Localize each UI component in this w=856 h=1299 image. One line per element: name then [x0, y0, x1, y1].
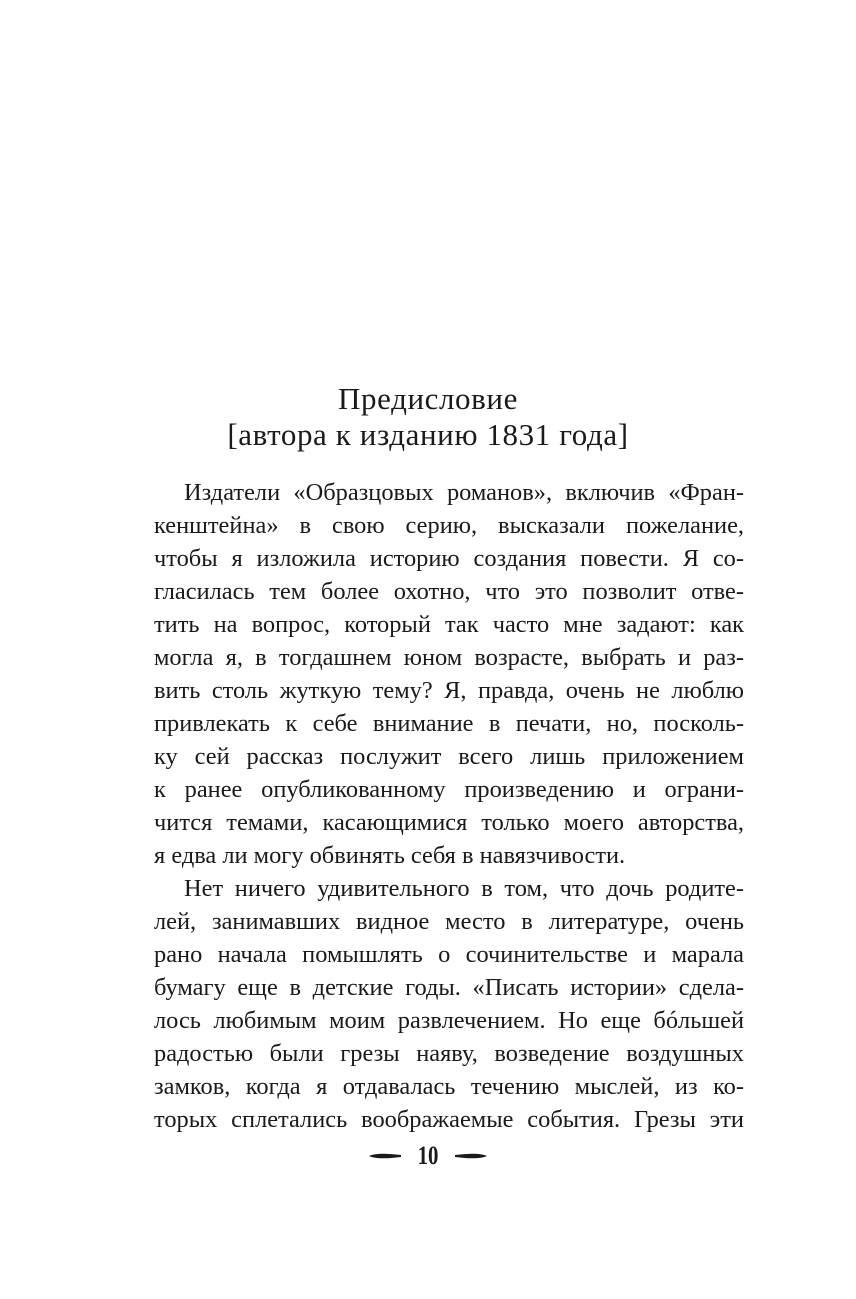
text-line: к ранее опубликованному произведению и ограни-	[154, 776, 744, 803]
chapter-subtitle: [автора к изданию 1831 года]	[227, 417, 629, 452]
text-line: могла я, в тогдашнем юном возрасте, выбрать и раз-	[154, 644, 744, 671]
text-line: лось любимым моим развлечением. Но еще бóльшей	[154, 1007, 744, 1034]
text-line: тить на вопрос, который так часто мне задают: как	[154, 611, 744, 638]
text-line: ку сей рассказ послужит всего лишь приложением	[154, 743, 744, 770]
text-line: вить столь жуткую тему? Я, правда, очень не люблю	[154, 677, 744, 704]
text-line: чтобы я изложила историю создания повести. Я со-	[154, 545, 744, 572]
left-arrow-ornament-icon	[367, 1149, 403, 1163]
text-line: чится темами, касающимися только моего авторства,	[154, 809, 744, 836]
text-line: торых сплетались воображаемые события. Грезы эти	[154, 1106, 744, 1133]
text-line: гласилась тем более охотно, что это позволит отве-	[154, 578, 744, 605]
page-number: 10	[417, 1141, 439, 1170]
page-footer	[0, 1136, 856, 1176]
chapter-title: Предисловие	[338, 381, 518, 416]
text-line: Издатели «Образцовых романов», включив «Фран-	[184, 479, 744, 506]
text-line: Нет ничего удивительного в том, что дочь родите-	[184, 875, 744, 902]
text-line: радостью были грезы наяву, возведение воздушных	[154, 1040, 744, 1067]
right-arrow-ornament-icon	[453, 1149, 489, 1163]
text-line: я едва ли могу обвинять себя в навязчивости.	[154, 842, 626, 869]
text-line: замков, когда я отдавалась течению мыслей, из ко-	[154, 1073, 744, 1100]
text-line: бумагу еще в детские годы. «Писать истории» сдела-	[154, 974, 744, 1001]
text-line: рано начала помышлять о сочинительстве и марала	[154, 941, 744, 968]
text-line: кенштейна» в свою серию, высказали пожелание,	[154, 512, 744, 539]
text-line: лей, занимавших видное место в литературе, очень	[154, 908, 744, 935]
text-line: привлекать к себе внимание в печати, но, посколь-	[154, 710, 744, 737]
